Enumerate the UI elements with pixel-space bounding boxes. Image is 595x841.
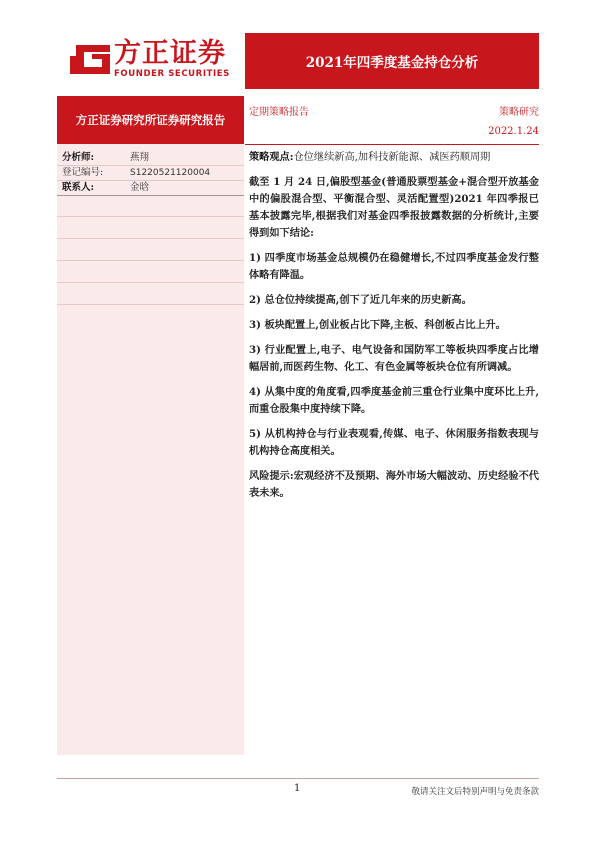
header-divider bbox=[245, 144, 539, 145]
report-body bbox=[249, 149, 539, 510]
registration-row bbox=[62, 167, 210, 179]
conclusion-point: 5) 从机构持仓与行业表观看,传媒、电子、休闲服务指数表现与机构持仓高度相关。 bbox=[249, 428, 539, 457]
divider bbox=[57, 180, 244, 181]
conclusion-point: 4) 从集中度的角度看,四季度基金前三重仓行业集中度环比上升,而重仓股集中度持续下降。 bbox=[249, 386, 539, 415]
strategy-view-text: 仓位继续新高,加科技新能源、减医药顺周期 bbox=[293, 152, 491, 163]
analyst-row bbox=[62, 152, 149, 164]
conclusion-point: 1) 四季度市场基金总规模仍在稳健增长,不过四季度基金发行整体略有降温。 bbox=[249, 252, 539, 281]
divider bbox=[57, 282, 244, 283]
logo-subtext: FOUNDER SECURITIES bbox=[114, 69, 230, 79]
report-title: 2021年四季度基金持仓分析 bbox=[305, 55, 479, 71]
analyst-label: 分析师: bbox=[62, 152, 95, 163]
report-category: 策略研究 bbox=[499, 107, 539, 118]
risk-text: 宏观经济不及预期、海外市场大幅波动、历史经验不代表未来。 bbox=[249, 470, 539, 499]
founder-logo-icon bbox=[70, 43, 110, 75]
strategy-view bbox=[249, 149, 539, 166]
divider bbox=[57, 260, 244, 261]
divider bbox=[57, 195, 244, 196]
analyst-name: 燕翔 bbox=[130, 152, 150, 163]
contact-name: 金晗 bbox=[130, 182, 150, 193]
intro-paragraph: 截至 1 月 24 日,偏股型基金(普通股票型基金+混合型开放基金中的偏股混合型、平衡混合型、灵活配置型)2021 年四季报已基本披露完毕,根据我们对基金四季报披露数据的分析统计,主要得到如下结论: bbox=[249, 176, 539, 239]
conclusion-point: 3) 行业配置上,电子、电气设备和国防军工等板块四季度占比增幅居前,而医药生物、化工、有色金属等板块仓位有所调减。 bbox=[249, 344, 539, 373]
contact-row bbox=[62, 182, 149, 194]
report-date: 2022.1.24 bbox=[488, 126, 539, 137]
disclaimer-link: 敬请关注文后特别声明与免责条款 bbox=[411, 787, 539, 797]
conclusion-point: 2) 总仓位持续提高,创下了近几年来的历史新高。 bbox=[249, 294, 472, 306]
conclusion-point: 3) 板块配置上,创业板占比下降,主板、科创板占比上升。 bbox=[249, 319, 506, 331]
risk-warning bbox=[249, 468, 539, 502]
risk-label: 风险提示: bbox=[249, 470, 294, 482]
logo-text: 方正证券 bbox=[114, 38, 226, 69]
footer-divider bbox=[57, 778, 539, 779]
sidebar-header: 方正证券研究所证券研究报告 bbox=[57, 96, 244, 144]
divider bbox=[57, 165, 244, 166]
strategy-view-label: 策略观点: bbox=[249, 151, 294, 163]
divider bbox=[57, 304, 244, 305]
contact-label: 联系人: bbox=[62, 182, 95, 193]
registration-label: 登记编号: bbox=[62, 167, 104, 178]
page-number: 1 bbox=[294, 783, 301, 794]
report-type: 定期策略报告 bbox=[249, 107, 309, 118]
divider bbox=[57, 216, 244, 217]
registration-number: S1220521120004 bbox=[130, 168, 211, 178]
divider bbox=[57, 238, 244, 239]
